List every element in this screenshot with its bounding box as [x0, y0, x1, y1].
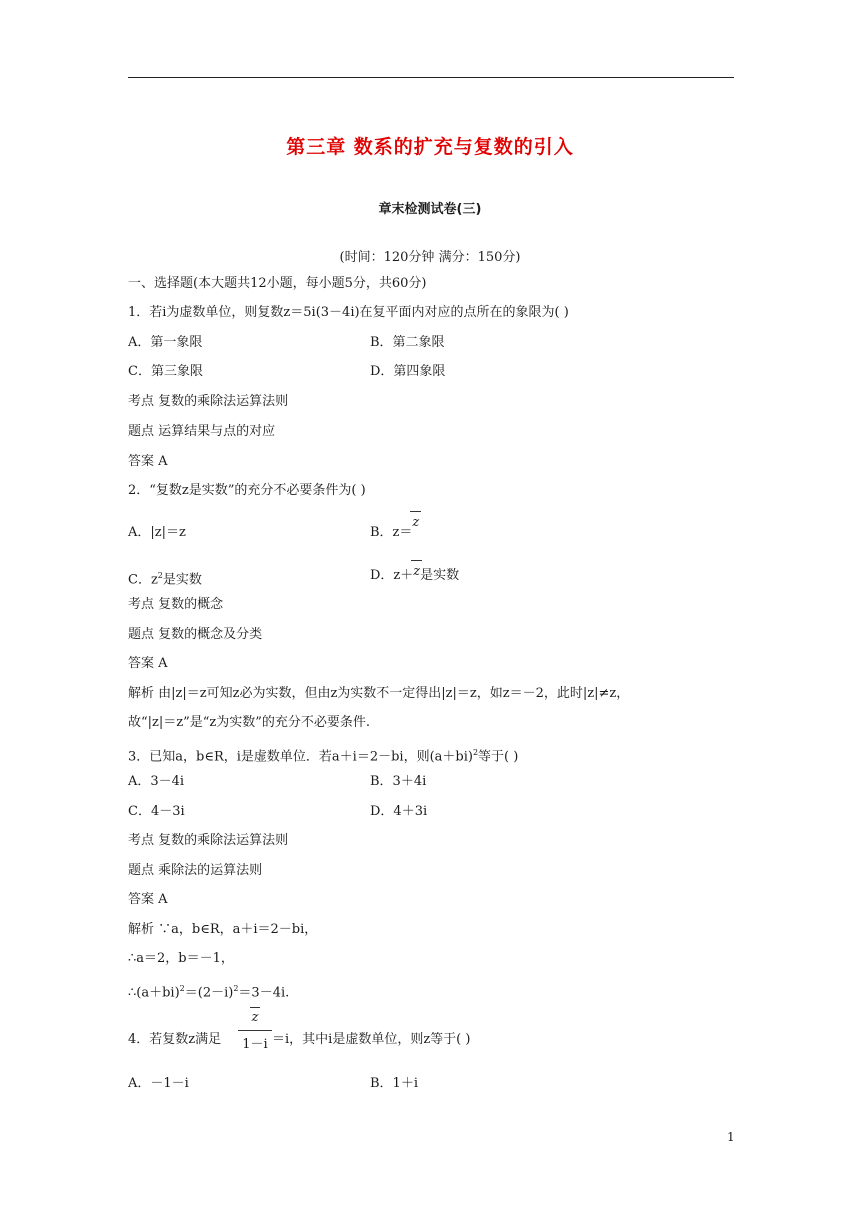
q3-option-a: A．3－4i — [128, 774, 185, 789]
q4-stem-suffix: ＝i，其中i是虚数单位，则z等于( ) — [272, 1032, 471, 1047]
q1-option-d: D．第四象限 — [370, 364, 446, 379]
q4-fraction-bar — [238, 1030, 272, 1031]
q3-option-b: B．3＋4i — [370, 774, 427, 789]
q1-answer: 答案 A — [128, 454, 168, 469]
q2-analysis-line2: 故“|z|＝z”是“z为实数”的充分不必要条件. — [128, 715, 371, 730]
q3-analysis-line1: 解析 ∵a，b∈R，a＋i＝2－bi， — [128, 922, 318, 937]
section-heading: 一、选择题(本大题共12小题，每小题5分，共60分) — [128, 276, 427, 291]
q1-stem: 1．若i为虚数单位，则复数z＝5i(3－4i)在复平面内对应的点所在的象限为( ) — [128, 305, 569, 320]
q3-analysis-line3: $\therefore(a+bi)^2=(2-i)^2=3-4i$. — [128, 984, 290, 1001]
page-number: 1 — [727, 1130, 735, 1144]
q1-tidian: 题点 运算结果与点的对应 — [128, 424, 276, 439]
q3-stem: 3．已知a，b∈R，i是虚数单位．若a＋i＝2－bi，则$(a+bi)^2$等于( ) — [128, 748, 519, 765]
q4-stem-prefix: 4．若复数z满足 — [128, 1032, 222, 1047]
q2-answer: 答案 A — [128, 656, 168, 671]
q4-option-a: A．－1－i — [128, 1076, 189, 1091]
chapter-title: 第三章 数系的扩充与复数的引入 — [286, 136, 574, 158]
q1-kaodian: 考点 复数的乘除法运算法则 — [128, 394, 289, 409]
q4-fraction-denominator: 1－i — [242, 1037, 268, 1052]
q2-option-a: A．|z|＝z — [128, 525, 186, 540]
q3-option-d: D．4＋3i — [370, 804, 428, 819]
q2-analysis-line1: 解析 由|z|＝z可知z必为实数，但由z为实数不一定得出|z|＝z，如z＝－2，此时|z|≠z， — [128, 686, 630, 701]
q2-option-d: D．z＋z是实数 — [370, 564, 460, 583]
q3-kaodian: 考点 复数的乘除法运算法则 — [128, 833, 289, 848]
q2-option-b: B．z＝z — [370, 515, 420, 540]
q3-tidian: 题点 乘除法的运算法则 — [128, 863, 263, 878]
q1-option-a: A．第一象限 — [128, 335, 203, 350]
q2-option-c: C．$z^2$是实数 — [128, 571, 202, 588]
q4-fraction-numerator: z — [251, 1010, 259, 1025]
q3-answer: 答案 A — [128, 892, 168, 907]
time-info: (时间：120分钟 满分：150分) — [339, 250, 521, 265]
q2-kaodian: 考点 复数的概念 — [128, 597, 224, 612]
q1-option-c: C．第三象限 — [128, 364, 203, 379]
q2-stem: 2．“复数z是实数”的充分不必要条件为( ) — [128, 483, 366, 498]
q1-option-b: B．第二象限 — [370, 335, 445, 350]
header-rule — [128, 77, 734, 78]
q4-fraction — [238, 1010, 272, 1052]
q2-tidian: 题点 复数的概念及分类 — [128, 627, 263, 642]
q3-option-c: C．4－3i — [128, 804, 185, 819]
q4-option-b: B．1＋i — [370, 1076, 418, 1091]
paper-title: 章末检测试卷(三) — [378, 202, 482, 217]
q3-analysis-line2: ∴a＝2，b＝－1， — [128, 951, 234, 966]
